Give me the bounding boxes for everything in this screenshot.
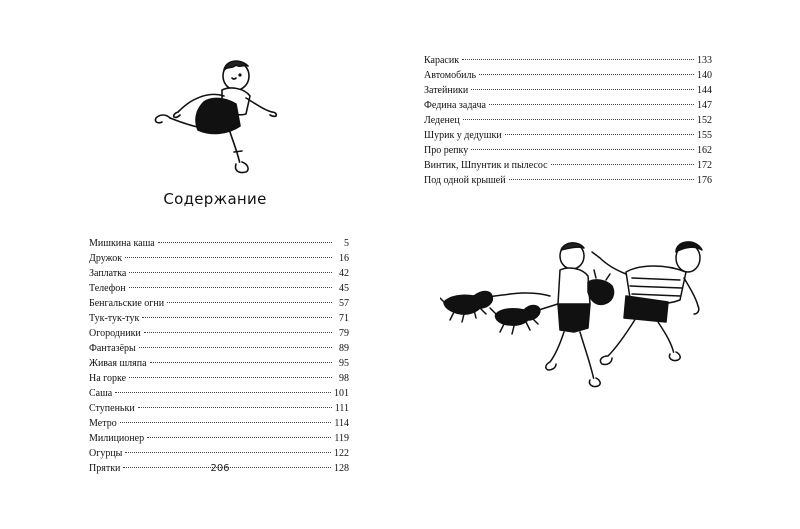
leader-dots bbox=[120, 422, 332, 423]
toc-entry[interactable] bbox=[424, 128, 712, 143]
toc-entry-page: 162 bbox=[697, 145, 712, 156]
toc-entry-name: Заплатка bbox=[89, 268, 127, 279]
toc-entry-name: Дружок bbox=[89, 253, 123, 264]
leader-dots bbox=[463, 119, 694, 120]
toc-entry-page: 45 bbox=[339, 283, 349, 294]
toc-entry[interactable] bbox=[424, 143, 712, 158]
toc-entry-page: 114 bbox=[334, 418, 349, 429]
toc-entry-name: Мишкина каша bbox=[89, 238, 155, 249]
leader-dots bbox=[129, 287, 332, 288]
toc-entry-name: Автомобиль bbox=[424, 70, 477, 81]
toc-entry[interactable] bbox=[89, 236, 349, 251]
leader-dots bbox=[150, 362, 332, 363]
leader-dots bbox=[471, 149, 694, 150]
toc-entry[interactable] bbox=[89, 311, 349, 326]
toc-entry-name: Живая шляпа bbox=[89, 358, 147, 369]
toc-entry[interactable] bbox=[89, 326, 349, 341]
toc-entry-page: 57 bbox=[339, 298, 349, 309]
leader-dots bbox=[115, 392, 331, 393]
toc-entry-page: 16 bbox=[339, 253, 349, 264]
toc-entry-name: На горке bbox=[89, 373, 127, 384]
toc-entry-name: Фантазёры bbox=[89, 343, 136, 354]
leader-dots bbox=[139, 347, 332, 348]
toc-entry[interactable] bbox=[424, 113, 712, 128]
toc-entry-page: 144 bbox=[697, 85, 712, 96]
toc-entry-name: Тук-тук-тук bbox=[89, 313, 140, 324]
toc-entry[interactable] bbox=[89, 431, 349, 446]
leader-dots bbox=[125, 257, 332, 258]
leader-dots bbox=[138, 407, 332, 408]
toc-entry-page: 140 bbox=[697, 70, 712, 81]
leader-dots bbox=[471, 89, 694, 90]
toc-entry-page: 71 bbox=[339, 313, 349, 324]
toc-entry-page: 98 bbox=[339, 373, 349, 384]
toc-entry-page: 119 bbox=[334, 433, 349, 444]
leader-dots bbox=[167, 302, 332, 303]
toc-entry-name: Винтик, Шпунтик и пылесос bbox=[424, 160, 548, 171]
leader-dots bbox=[142, 317, 332, 318]
leader-dots bbox=[147, 437, 331, 438]
toc-entry[interactable] bbox=[424, 53, 712, 68]
toc-entry[interactable] bbox=[89, 371, 349, 386]
toc-entry-name: Шурик у дедушки bbox=[424, 130, 502, 141]
leader-dots bbox=[129, 272, 332, 273]
toc-entry-page: 172 bbox=[697, 160, 712, 171]
page-number: 206 bbox=[210, 463, 230, 474]
leader-dots bbox=[144, 332, 332, 333]
toc-entry-page: 147 bbox=[697, 100, 712, 111]
toc-entry[interactable] bbox=[424, 68, 712, 83]
leader-dots bbox=[125, 452, 331, 453]
toc-entry-name: Под одной крышей bbox=[424, 175, 506, 186]
toc-entry-page: 79 bbox=[339, 328, 349, 339]
toc-entry[interactable] bbox=[89, 401, 349, 416]
toc-entry-page: 5 bbox=[344, 238, 349, 249]
toc-entry[interactable] bbox=[424, 173, 712, 188]
toc-entry-name: Телефон bbox=[89, 283, 126, 294]
toc-entry[interactable] bbox=[89, 251, 349, 266]
toc-entry-page: 122 bbox=[334, 448, 349, 459]
toc-entry-page: 111 bbox=[334, 403, 349, 414]
toc-entry-page: 152 bbox=[697, 115, 712, 126]
leader-dots bbox=[462, 59, 694, 60]
leader-dots bbox=[551, 164, 694, 165]
toc-entry-name: Про репку bbox=[424, 145, 469, 156]
toc-entry[interactable] bbox=[89, 266, 349, 281]
toc-entry[interactable] bbox=[89, 341, 349, 356]
leader-dots bbox=[505, 134, 694, 135]
toc-entry[interactable] bbox=[89, 281, 349, 296]
toc-entry[interactable] bbox=[424, 98, 712, 113]
toc-entry-name: Огурцы bbox=[89, 448, 123, 459]
toc-entry-name: Ступеньки bbox=[89, 403, 135, 414]
toc-entry[interactable] bbox=[89, 356, 349, 371]
toc-entry-page: 155 bbox=[697, 130, 712, 141]
toc-entry-page: 101 bbox=[334, 388, 349, 399]
toc-entry[interactable] bbox=[89, 416, 349, 431]
contents-title: Содержание bbox=[163, 190, 267, 208]
toc-entry[interactable] bbox=[89, 386, 349, 401]
toc-entry-page: 89 bbox=[339, 343, 349, 354]
toc-entry-page: 176 bbox=[697, 175, 712, 186]
toc-entry-page: 95 bbox=[339, 358, 349, 369]
boys-with-puppies-illustration bbox=[440, 238, 712, 398]
toc-entry-name: Затейники bbox=[424, 85, 469, 96]
toc-left bbox=[89, 236, 349, 476]
toc-entry[interactable] bbox=[424, 158, 712, 173]
toc-right bbox=[424, 53, 712, 188]
toc-entry-name: Метро bbox=[89, 418, 117, 429]
toc-entry-page: 133 bbox=[697, 55, 712, 66]
running-boy-illustration bbox=[140, 56, 290, 181]
toc-entry-name: Федина задача bbox=[424, 100, 486, 111]
toc-entry[interactable] bbox=[89, 446, 349, 461]
toc-entry-name: Огородники bbox=[89, 328, 141, 339]
toc-entry-page: 42 bbox=[339, 268, 349, 279]
toc-entry[interactable] bbox=[89, 296, 349, 311]
leader-dots bbox=[509, 179, 694, 180]
leader-dots bbox=[129, 377, 332, 378]
toc-entry-name: Милиционер bbox=[89, 433, 145, 444]
leader-dots bbox=[158, 242, 332, 243]
leader-dots bbox=[479, 74, 694, 75]
toc-entry[interactable] bbox=[424, 83, 712, 98]
toc-entry-name: Прятки bbox=[89, 463, 121, 474]
toc-entry-name: Саша bbox=[89, 388, 113, 399]
toc-entry-name: Карасик bbox=[424, 55, 460, 66]
toc-entry-page: 128 bbox=[334, 463, 349, 474]
leader-dots bbox=[489, 104, 694, 105]
toc-entry-name: Леденец bbox=[424, 115, 460, 126]
toc-entry-name: Бенгальские огни bbox=[89, 298, 165, 309]
